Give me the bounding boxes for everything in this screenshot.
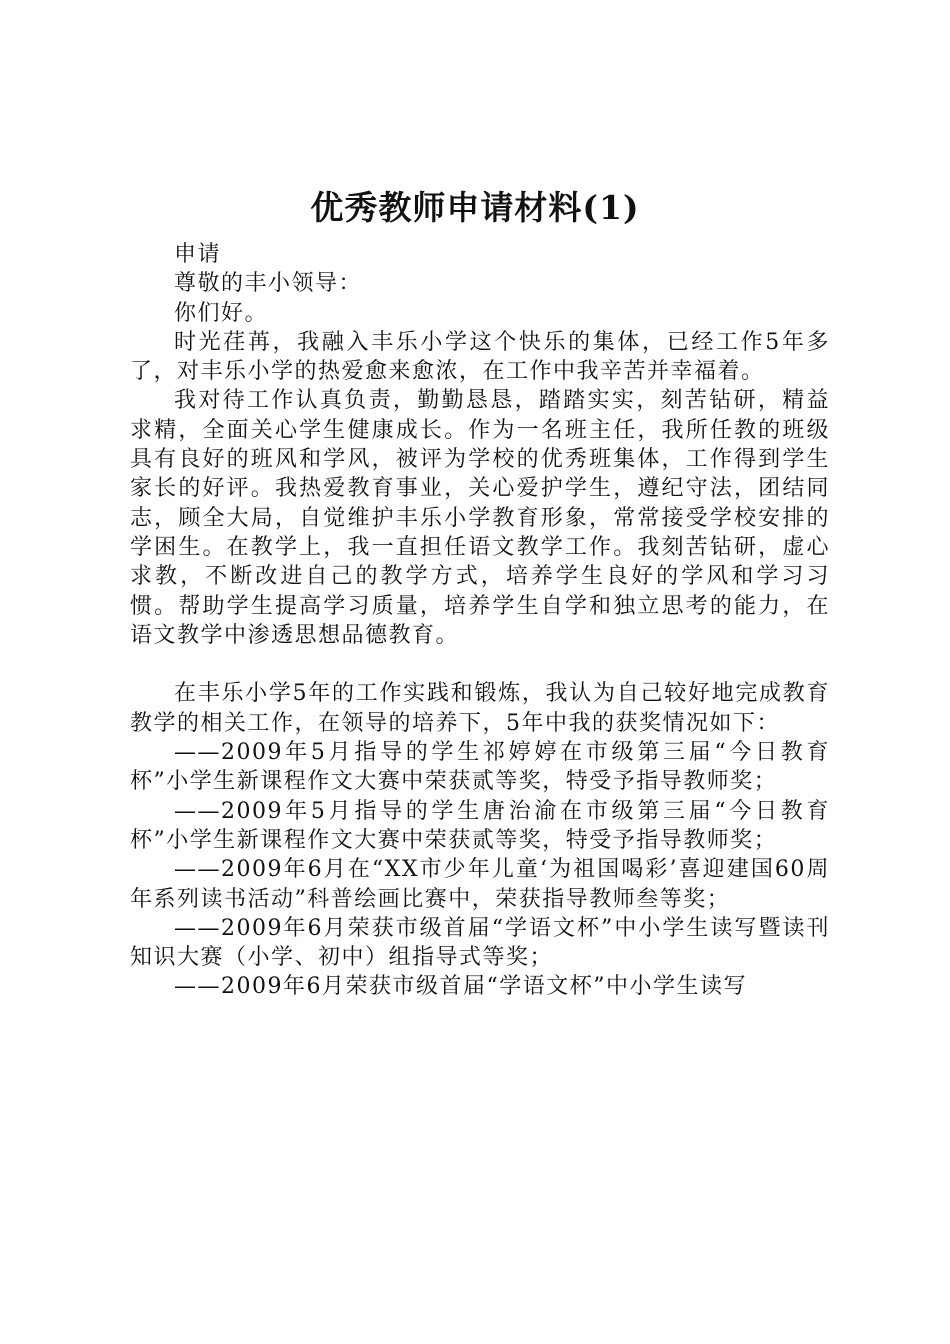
salutation: 尊敬的丰小领导： xyxy=(174,271,363,297)
paragraph-gap xyxy=(130,650,830,679)
greeting: 你们好。 xyxy=(174,300,269,326)
paragraph-intro: 时光荏苒，我融入丰乐小学这个快乐的集体，已经工作5年多了，对丰乐小学的热爱愈来愈浓，在工作中我辛苦并幸福着。 xyxy=(130,329,830,385)
award-item: ——2009年6月荣获市级首届“学语文杯”中小学生读写 xyxy=(174,974,747,1000)
page-title: 优秀教师申请材料(1) xyxy=(310,188,640,227)
paragraph-awards-intro: 在丰乐小学5年的工作实践和锻炼，我认为自己较好地完成教育教学的相关工作，在领导的培养下，5年中我的获奖情况如下： xyxy=(130,681,830,736)
award-item: ——2009年5月指导的学生唐治渝在市级第三届“今日教育杯”小学生新课程作文大赛中荣获贰等奖，特受予指导教师奖； xyxy=(130,798,830,853)
document-body xyxy=(130,240,830,1002)
award-item: ——2009年6月荣获市级首届“学语文杯”中小学生读写暨读刊知识大赛（小学、初中）组指导式等奖； xyxy=(130,915,830,971)
paragraph-work-attitude: 我对待工作认真负责，勤勤恳恳，踏踏实实，刻苦钻研，精益求精，全面关心学生健康成长。作为一名班主任，我所任教的班级具有良好的班风和学风，被评为学校的优秀班集体，工作得到学生家长的好评。我热爱教育事业，关心爱护学生，遵纪守法，团结同志，顾全大局，自觉维护丰乐小学教育形象，常常接受学校安排的学困生。在教学上，我一直担任语文教学工作。我刻苦钻研，虚心求教，不断改进自己的教学方式，培养学生良好的学风和学习习惯。帮助学生提高学习质量，培养学生自学和独立思考的能力，在语文教学中渗透思想品德教育。 xyxy=(130,388,830,648)
application-heading: 申请 xyxy=(174,242,222,267)
award-item: ——2009年5月指导的学生祁婷婷在市级第三届“今日教育杯”小学生新课程作文大赛中荣获贰等奖，特受予指导教师奖； xyxy=(130,740,830,795)
award-item: ——2009年6月在“XX市少年儿童‘为祖国喝彩’喜迎建国60周年系列读书活动”科普绘画比赛中，荣获指导教师叁等奖； xyxy=(130,857,830,912)
